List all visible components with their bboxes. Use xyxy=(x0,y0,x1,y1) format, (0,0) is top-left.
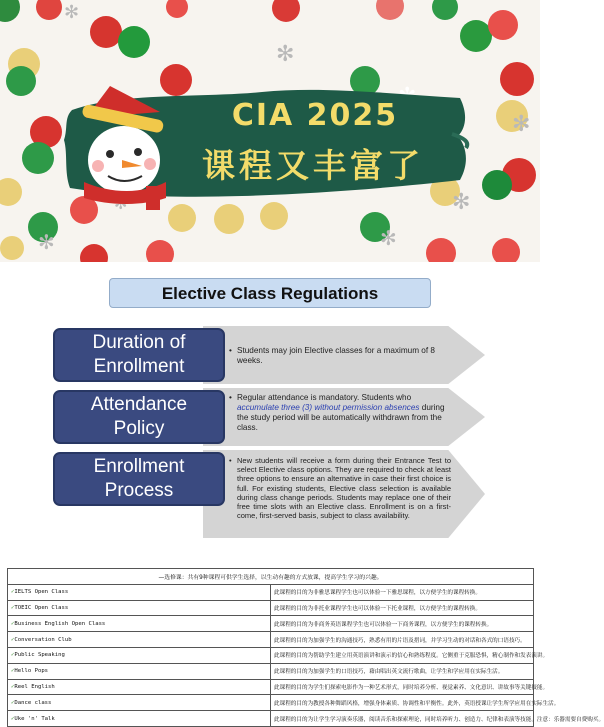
snowflake-icon: ✻ xyxy=(276,42,295,67)
course-table xyxy=(7,568,604,723)
table-row xyxy=(8,632,534,648)
decor-dot xyxy=(22,142,54,174)
regulation-text: • Students may join Elective classes for a maximum of 8 weeks. xyxy=(229,346,451,366)
regulation-label xyxy=(53,452,225,506)
regulation-text: • Regular attendance is mandatory. Students who accumulate three (3) without permission absences during the study period will be automatically withdrawn from the class. xyxy=(229,393,451,433)
table-row xyxy=(8,600,534,616)
course-name-text: Uke 'n' Talk xyxy=(14,715,55,722)
label-line: Attendance xyxy=(90,394,188,415)
table-row xyxy=(8,711,534,727)
label-line: Process xyxy=(104,480,174,501)
decor-dot xyxy=(260,202,288,230)
decor-dot xyxy=(272,0,300,22)
snowflake-icon: ✻ xyxy=(380,226,397,250)
regulations-panel xyxy=(0,262,540,557)
regulation-label xyxy=(53,328,225,382)
course-desc: 此课程的目的为学生们探索电影作为一种艺术形式，同时培养分析、视觉素养、文化意识、讲故事等关键技能。 xyxy=(271,679,534,695)
banner-subtitle: 课程又丰富了 xyxy=(202,146,424,185)
course-name xyxy=(8,695,271,711)
label-line: Policy xyxy=(113,418,165,439)
decor-dot xyxy=(36,0,62,20)
course-name-text: Hello Pops xyxy=(14,668,49,675)
label-line: Enrollment xyxy=(93,456,185,477)
table-row xyxy=(8,695,534,711)
table-row xyxy=(8,663,534,679)
snowflake-icon: ✻ xyxy=(452,190,471,215)
course-name-text: Business English Open Class xyxy=(14,620,106,627)
check-icon: ✓ xyxy=(11,620,15,627)
promo-banner xyxy=(0,0,540,262)
course-name-text: IELTS Open Class xyxy=(14,589,69,596)
check-icon: ✓ xyxy=(11,604,15,611)
table-row xyxy=(8,584,534,600)
course-name xyxy=(8,600,271,616)
course-name xyxy=(8,616,271,632)
regulation-text-body: New students will receive a form during their Entrance Test to select Elective class options. They are required to check at least three options to ensure an alternative in case their first choice is full. For existing students, Elective class selection is available during class change periods. Students may replace one of their free time slots with an Elective class. Enrollment is on a first-come, first-served basis, subject to class availability. xyxy=(237,456,451,521)
course-name xyxy=(8,663,271,679)
table-row xyxy=(8,647,534,663)
check-icon: ✓ xyxy=(11,636,15,643)
course-desc: 此课程的目的为非雅思课程学生也可以体验一下雅思课程，以方便学生的课程转换。 xyxy=(271,584,534,600)
decor-dot xyxy=(0,236,24,260)
course-name xyxy=(8,584,271,600)
check-icon: ✓ xyxy=(11,715,15,722)
snowflake-icon: ✻ xyxy=(64,2,80,23)
decor-dot xyxy=(500,62,534,96)
regulation-text: • New students will receive a form during their Entrance Test to select Elective class options. They are required to check at least three options to ensure an alternative in case their first choice is full. For existing students, Elective class selection is available during class change periods. Students may replace one of their free time slots with an Elective class. Enrollment is on a first-come, first-served basis, subject to class availability. xyxy=(229,456,451,521)
regulation-text-body: Students may join Elective classes for a maximum of 8 weeks. xyxy=(237,346,435,365)
text-emphasis: accumulate three (3) without permission absences xyxy=(237,403,420,412)
course-desc: 此课程的目的为加强学生的口语技巧，藉由唱出英文流行歌曲，让学生和学应用在实际生活。 xyxy=(271,663,534,679)
course-desc: 此课程的目的为非托业课程学生也可以体验一下托业课程，以方便学生的课程转换。 xyxy=(271,600,534,616)
decor-dot xyxy=(6,66,36,96)
course-name-text: TOEIC Open Class xyxy=(14,604,69,611)
course-name xyxy=(8,679,271,695)
check-icon: ✓ xyxy=(11,699,15,706)
label-line: Enrollment xyxy=(93,356,185,377)
snowflake-icon: ✻ xyxy=(512,112,531,137)
decor-dot xyxy=(432,0,458,20)
course-name xyxy=(8,632,271,648)
text-part: during the study period will be automatically withdrawn from the class. xyxy=(237,403,445,432)
table-row xyxy=(8,616,534,632)
course-name xyxy=(8,647,271,663)
regulation-attendance xyxy=(53,388,485,446)
regulation-label xyxy=(53,390,225,444)
check-icon: ✓ xyxy=(11,589,15,596)
table-header-row xyxy=(8,569,534,585)
decor-dot xyxy=(0,178,22,206)
course-desc: 此课程的目的为非商务英语课程学生也可以体验一下商务课程，以方便学生的课程转换。 xyxy=(271,616,534,632)
decor-dot xyxy=(488,10,518,40)
decor-dot xyxy=(0,0,20,22)
course-name xyxy=(8,711,271,727)
text-part: Regular attendance is mandatory. Students who xyxy=(237,393,412,402)
snowman-icon xyxy=(62,82,192,212)
regulation-text-body xyxy=(237,393,451,433)
decor-dot xyxy=(166,0,188,18)
course-desc: 此课程的目的为加强学生的沟通技巧，熟悉有用的片语及措词，并学习生动的对话和各式的口语技巧。 xyxy=(271,632,534,648)
decor-dot xyxy=(482,170,512,200)
course-name-text: Reel English xyxy=(14,683,55,690)
check-icon: ✓ xyxy=(11,668,15,675)
snowflake-icon: ✻ xyxy=(38,230,55,254)
table-row xyxy=(8,679,534,695)
label-line: Duration of xyxy=(92,332,186,353)
course-desc: 此课程的目的为帮助学生建立用英语演讲和演示的信心和熟练程度。它侧重于克服恐惧，精心制作和发表演讲。 xyxy=(271,647,534,663)
course-name-text: Public Speaking xyxy=(14,652,65,659)
check-icon: ✓ xyxy=(11,652,15,659)
course-name-text: Conversation Club xyxy=(14,636,72,643)
regulation-enrollment xyxy=(53,450,485,521)
decor-dot xyxy=(376,0,404,20)
course-name-text: Dance class xyxy=(14,699,52,706)
course-desc: 此课程的目的为教授各种舞蹈风格，增强身体素质、协调性和平衡性。此外，英语授课让学生所学应用在实际生活。 xyxy=(271,695,534,711)
regulations-title: Elective Class Regulations xyxy=(109,278,431,308)
course-desc: 此课程的目的为让学生学习演奏乐器，阅读音乐和探索理论，同时培养听力、创造力、纪律和表演等技能。注意：乐器需要自费购买。 xyxy=(271,711,534,727)
decor-dot xyxy=(214,204,244,234)
check-icon: ✓ xyxy=(11,683,15,690)
regulation-duration xyxy=(53,326,485,384)
table-header: —选修课：共有9种课程可供学生选择，以生动有趣的方式放课，提高学生学习的兴趣。 xyxy=(8,569,534,585)
banner-title: CIA 2025 xyxy=(231,98,399,133)
decor-dot xyxy=(118,26,150,58)
